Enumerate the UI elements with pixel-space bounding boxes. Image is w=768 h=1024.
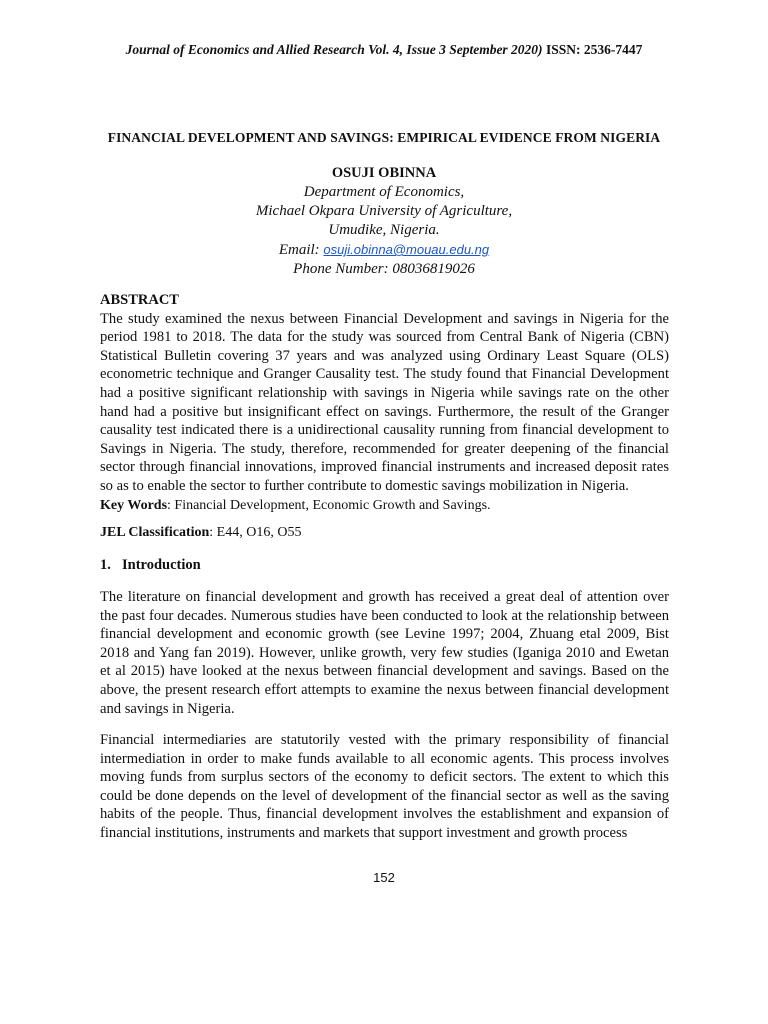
paper-title: FINANCIAL DEVELOPMENT AND SAVINGS: EMPIRICAL EVIDENCE FROM NIGERIA xyxy=(107,130,661,145)
author-name: OSUJI OBINNA xyxy=(331,165,437,181)
intro-paragraph-1: The literature on financial development and growth has received a great deal of attention over the past four decades. Numerous studies have been conducted to look at the relationship between financial development and economic growth (see Levine 1997; 2004, Zhuang etal 2009, Bist 2018 and Yang fan 2019). However, unlike growth, very few studies (Iganiga 2010 and Ewetan et al 2015) have looked at the nexus between financial development and savings. Based on the above, the present research effort attempts to examine the nexus between financial development and savings in Nigeria. xyxy=(100,589,669,717)
jel-line xyxy=(100,524,669,543)
keywords-label: Key Words xyxy=(100,498,168,513)
author-email-line xyxy=(0,240,768,260)
keywords-text: : Financial Development, Economic Growth and Savings. xyxy=(167,498,491,513)
jel-text: : E44, O16, O55 xyxy=(209,525,302,540)
introduction-heading xyxy=(100,556,669,575)
jel-label: JEL Classification xyxy=(100,525,210,540)
email-label: Email: xyxy=(278,242,324,258)
abstract-section xyxy=(100,291,669,496)
page-number: 152 xyxy=(373,870,395,885)
author-location: Umudike, Nigeria. xyxy=(328,222,440,238)
author-department: Department of Economics, xyxy=(303,184,465,200)
section-title: Introduction xyxy=(122,557,201,573)
section-number: 1. xyxy=(100,557,111,573)
email-link[interactable]: osuji.obinna@mouau.edu.ng xyxy=(323,242,490,257)
author-university: Michael Okpara University of Agriculture, xyxy=(255,203,513,219)
keywords-line xyxy=(100,497,669,516)
journal-issn: ISSN: 2536-7447 xyxy=(545,42,643,57)
intro-paragraph-2: Financial intermediaries are statutorily vested with the primary responsibility of financial intermediation in order to make funds available to all economic agents. This process involves moving funds from surplus sectors of the economy to deficit sectors. The extent to which this could be done depends on the level of development of the financial sector as well as the saving habits of the people. Thus, financial development involves the establishment and expansion of financial institutions, instruments and markets that support investment and growth process xyxy=(100,732,669,841)
journal-citation: Journal of Economics and Allied Research Vol. 4, Issue 3 September 2020) xyxy=(125,42,543,57)
author-block xyxy=(0,164,768,279)
abstract-text: The study examined the nexus between Financial Development and savings in Nigeria for the period 1981 to 2018. The data for the study was sourced from Central Bank of Nigeria (CBN) Statistical Bulletin covering 37 years and was analyzed using Ordinary Least Square (OLS) econometric technique and Granger Causality test. The study found that Financial Development had a positive significant relationship with savings in Nigeria while savings rate on the other hand had a positive but insignificant effect on savings. Furthermore, the result of the Granger causality test indicated there is a unidirectional causality running from financial development to Savings in Nigeria. The study, therefore, recommended for greater deepening of the financial sector through financial innovations, improved financial instruments and increased deposit rates so as to enable the sector to further contribute to domestic savings mobilization in Nigeria. xyxy=(100,310,669,494)
author-phone: Phone Number: 08036819026 xyxy=(293,261,475,277)
journal-header xyxy=(0,42,768,58)
abstract-heading: ABSTRACT xyxy=(100,292,179,308)
